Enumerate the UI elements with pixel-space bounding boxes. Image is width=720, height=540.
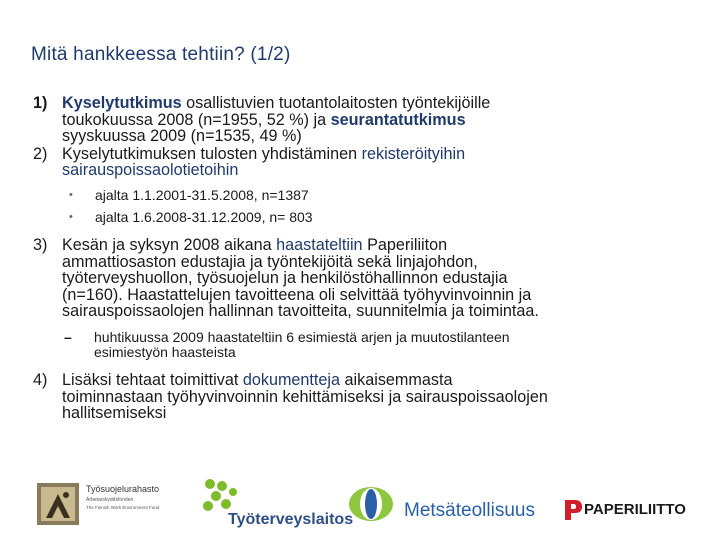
item-text: aikaisemmasta bbox=[340, 370, 453, 389]
highlight-term: seurantatutkimus bbox=[330, 110, 466, 129]
item-line: syyskuussa 2009 (n=1535, 49 %) bbox=[62, 127, 302, 146]
dash-icon: – bbox=[64, 328, 72, 345]
slide-title: Mitä hankkeessa tehtiin? (1/2) bbox=[31, 44, 291, 65]
ttl-emblem-icon bbox=[200, 476, 240, 516]
sub-bullet-text: ajalta 1.1.2001-31.5.2008, n=1387 bbox=[95, 186, 309, 203]
sub-bullet-item bbox=[33, 184, 693, 206]
item-line: toiminnastaan työhyvinvoinnin kehittämiseksi ja sairauspoissaolojen bbox=[62, 387, 548, 406]
paperi-name: PAPERILIITTO bbox=[584, 501, 686, 518]
item-number: 1) bbox=[33, 94, 48, 112]
highlight-term: rekisteröityihin bbox=[361, 144, 466, 163]
metsa-name: Metsäteollisuus bbox=[404, 500, 535, 521]
item-line: hallitsemiseksi bbox=[62, 404, 167, 423]
highlight-term: dokumentteja bbox=[242, 370, 341, 389]
item-line: ammattiosaston edustajia ja työntekijöitä sekä linjajohdon, bbox=[62, 252, 478, 271]
slide-content bbox=[33, 95, 693, 422]
dash-text: huhtikuussa 2009 haastateltiin 6 esimiestä arjen ja muutostilanteen bbox=[94, 328, 510, 345]
list-item-2 bbox=[33, 146, 693, 179]
item-number: 3) bbox=[33, 235, 48, 254]
partner-logos bbox=[0, 470, 720, 540]
metsa-emblem-icon bbox=[346, 484, 396, 524]
ttl-name: Työterveyslaitos bbox=[228, 511, 354, 528]
item-text: Paperiliiton bbox=[362, 235, 448, 254]
item-line: työterveyshuollon, työsuojelun ja henkilöstöhallinnon edustajia bbox=[62, 269, 508, 288]
metsa-logo bbox=[346, 484, 556, 534]
item-line bbox=[62, 237, 693, 254]
item-number: 2) bbox=[33, 144, 48, 163]
item-line bbox=[62, 372, 693, 389]
tsr-name: Työsuojelurahasto bbox=[86, 484, 160, 494]
dash-text: esimiestyön haasteista bbox=[94, 343, 236, 360]
bullet-icon: • bbox=[69, 188, 73, 201]
dash-sub-item bbox=[33, 330, 693, 360]
item-number: 4) bbox=[33, 370, 48, 389]
bullet-icon: • bbox=[69, 210, 73, 223]
item-line bbox=[62, 95, 693, 112]
highlight-term: haastateltiin bbox=[276, 235, 363, 254]
item-line bbox=[62, 112, 693, 129]
tsr-logo bbox=[36, 482, 176, 532]
ttl-logo bbox=[198, 476, 354, 536]
item-text: osallistuvien tuotantolaitosten työntekijöille bbox=[181, 94, 491, 112]
sub-bullet-item bbox=[33, 206, 693, 228]
list-item-3 bbox=[33, 237, 693, 320]
list-item-1 bbox=[33, 95, 693, 145]
item-line: (n=160). Haastattelujen tavoitteena oli selvittää työhyvinvoinnin ja bbox=[62, 285, 532, 304]
tsr-sub2: The Finnish Work Environment Fund bbox=[86, 505, 160, 510]
item-text: toukokuussa 2008 (n=1955, 52 %) ja bbox=[62, 110, 331, 129]
item-line bbox=[62, 146, 693, 163]
item-text: Kyselytutkimuksen tulosten yhdistäminen bbox=[62, 144, 362, 163]
highlight-term: Kyselytutkimus bbox=[62, 94, 182, 112]
item-text: Lisäksi tehtaat toimittivat bbox=[62, 370, 243, 389]
item-line: sairauspoissaolojen hallinnan tavoitteita, suunnitelmia ja toimintaa. bbox=[62, 302, 539, 321]
sub-bullet-list bbox=[33, 184, 693, 228]
list-item-4 bbox=[33, 372, 693, 422]
item-text: Kesän ja syksyn 2008 aikana bbox=[62, 235, 277, 254]
tsr-emblem-icon bbox=[36, 482, 80, 526]
highlight-term: sairauspoissaolotietoihin bbox=[62, 161, 239, 180]
paperi-logo bbox=[562, 498, 712, 528]
sub-bullet-text: ajalta 1.6.2008-31.12.2009, n= 803 bbox=[95, 208, 313, 225]
paperi-emblem-icon bbox=[562, 498, 584, 522]
tsr-sub1: Arbetarskyddsfonden bbox=[86, 497, 134, 503]
